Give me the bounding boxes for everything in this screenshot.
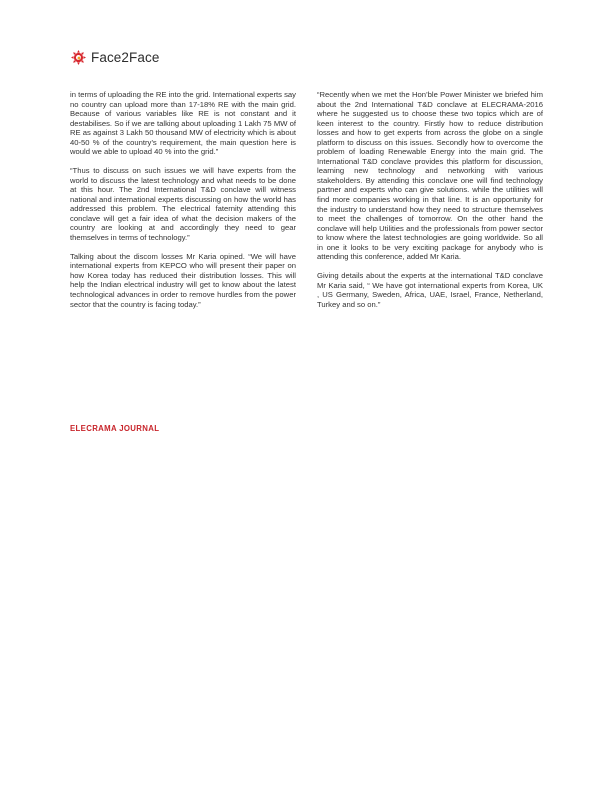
article-paragraph: Giving details about the experts at the international T&D conclave Mr Karia said, “ We have got international experts from Korea, UK , US Germany, Sweden, Africa, UAE, Israel, France, Netherland, Turkey and so on.”: [317, 271, 543, 309]
article-paragraph: in terms of uploading the RE into the grid. International experts say no country can upload more than 17-18% RE with the main grid. Because of various variables like RE is not constant and it destabilises. So if we are talking about uploading 1 Lakh 75 MW of RE as against 3 Lakh 50 thousand MW of electricity which is about 40-50 % of the country’s requirement, the main question here is would we able to upload 40 % into the grid.”: [70, 90, 296, 157]
flame-sun-logo-icon: [70, 49, 87, 66]
article-left-column: [70, 90, 296, 318]
article-paragraph: Talking about the discom losses Mr Karia opined. “We will have international experts from KEPCO who will present their paper on how Korea today has reduced their distribution losses. This will help the Indian electrical industry will get to know about the latest technological advances in order to remove hurdles from the power sector that the country is facing today.”: [70, 251, 296, 309]
journal-footer: ELECRAMA JOURNAL: [70, 424, 160, 433]
page-header: [70, 46, 159, 68]
article-paragraph: “Thus to discuss on such issues we will have experts from the world to discuss the latest technology and what needs to be done at this hour. The 2nd International T&D conclave will witness national and international experts discussing on how the world has addressed this problem. The electrical faternity attending this conclave will get a fair idea of what the decision makers of the country are looking at and accordingly they need to gear themselves in terms of technology.”: [70, 166, 296, 242]
article-paragraph: “Recently when we met the Hon’ble Power Minister we briefed him about the 2nd International T&D conclave at ELECRAMA-2016 where he suggested us to choose these two topics which are of keen interest to the country. Firstly how to reduce distribution losses and how to get experts from across the globe on a single platform to discuss on this issues. Secondly how to overcome the problem of loading Renewable Energy into the main grid. The International T&D conclave provides this platform for discussion, learning new technology and networking with various stakeholders. By attending this conclave one will find technology partner and experts who can give solutions. while the utilities will find more companies working in that line. It is an opportunity for the industry to understand how they need to structure themselves to meet the challenges of tomorrow. On the other hand the conclave will help Utilities and the professionals from power sector to know where the latest technologies are going worldwide. So all in one it looks to be very exciting package for anybody who is attending this conference, added Mr Karia.: [317, 90, 543, 262]
brand-name: Face2Face: [91, 49, 160, 65]
article-right-column: [317, 90, 543, 319]
